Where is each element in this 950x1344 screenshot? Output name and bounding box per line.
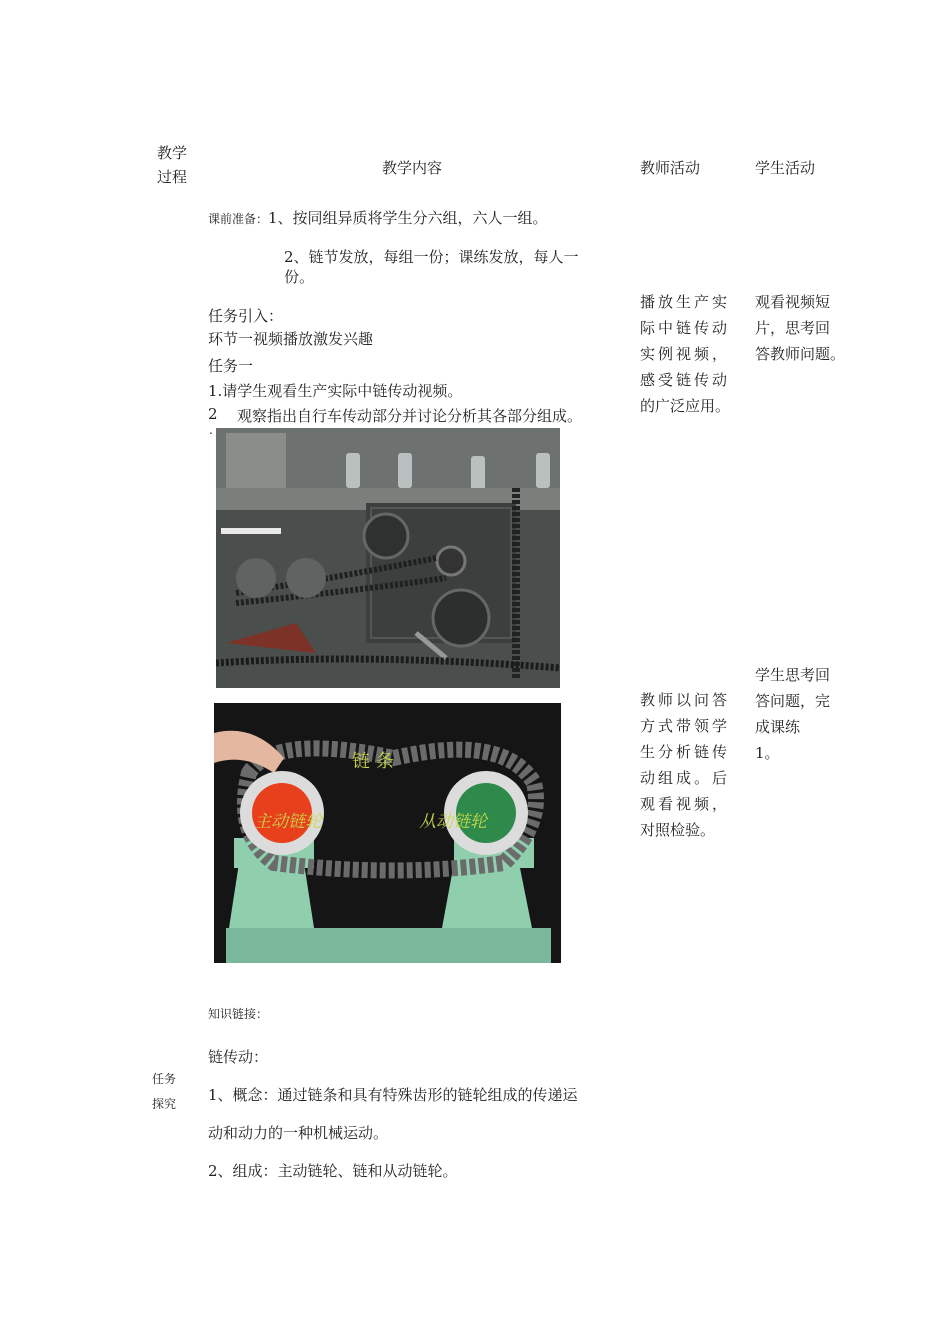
header-process-line2: 过程 — [157, 168, 188, 186]
student-activity-2-line: 答问题，完 — [755, 692, 831, 710]
teacher-activity-1-line: 际中链传动 — [640, 319, 731, 337]
machine-chain-photo — [216, 428, 560, 688]
section-task-line1: 任务 — [152, 1072, 177, 1086]
student-activity-1 — [755, 289, 845, 367]
section-task-line2: 探究 — [152, 1097, 177, 1111]
label-driving-sprocket: 主动链轮 — [254, 812, 322, 832]
intro-line1: 环节一视频播放激发兴趣 — [208, 330, 374, 348]
prep-label: 课前准备： — [208, 212, 269, 226]
student-activity-2 — [755, 662, 830, 766]
student-activity-1-line: 片，思考回 — [755, 319, 831, 337]
teacher-activity-2 — [640, 687, 730, 843]
prep-line2b: 份。 — [284, 268, 315, 286]
teacher-activity-1 — [640, 289, 730, 419]
student-activity-2-line: 1。 — [755, 744, 780, 762]
student-activity-2-line: 学生思考回 — [755, 666, 831, 684]
prep-text: 1、按同组异质将学生分六组，六人一组。 — [268, 209, 548, 227]
composition-line: 2、组成：主动链轮、链和从动链轮。 — [208, 1162, 458, 1180]
header-process-line1: 教学 — [157, 144, 188, 162]
task1-title: 任务一 — [208, 357, 254, 375]
chain-drive-model-photo — [214, 703, 561, 963]
header-student: 学生活动 — [755, 159, 816, 177]
teacher-activity-2-line: 对照检验。 — [640, 821, 716, 839]
student-activity-1-line: 观看视频短 — [755, 293, 831, 311]
teacher-activity-2-line: 观看视频， — [640, 795, 731, 813]
intro-title: 任务引入： — [208, 307, 284, 325]
teacher-activity-1-line: 实例视频， — [640, 345, 731, 363]
prep-line1 — [208, 207, 548, 228]
task1-item2-dot: . — [209, 423, 213, 437]
teacher-activity-2-line: 生分析链传 — [640, 743, 731, 761]
task1-item2: 观察指出自行车传动部分并讨论分析其各部分组成。 — [237, 407, 583, 425]
knowledge-title: 知识链接： — [208, 1007, 269, 1021]
teacher-activity-1-line: 感受链传动 — [640, 371, 731, 389]
label-chain: 链条 — [352, 751, 400, 772]
teacher-activity-1-line: 播放生产实 — [640, 293, 731, 311]
chain-drive-title: 链传动： — [208, 1048, 269, 1066]
task1-item1: 1.请学生观看生产实际中链传动视频。 — [208, 382, 463, 400]
header-content: 教学内容 — [382, 159, 443, 177]
teacher-activity-2-line: 教师以问答 — [640, 691, 731, 709]
concept-line1: 1、概念：通过链条和具有特殊齿形的链轮组成的传递运 — [208, 1086, 578, 1104]
teacher-activity-1-line: 的广泛应用。 — [640, 397, 731, 415]
header-teacher: 教师活动 — [640, 159, 701, 177]
concept-line2: 动和动力的一种机械运动。 — [208, 1124, 389, 1142]
label-driven-sprocket: 从动链轮 — [419, 812, 487, 832]
task1-item2-num: 2 — [208, 405, 218, 423]
teacher-activity-2-line: 动组成。后 — [640, 769, 731, 787]
student-activity-2-line: 成课练 — [755, 718, 801, 736]
teacher-activity-2-line: 方式带领学 — [640, 717, 731, 735]
prep-line2a: 2、链节发放，每组一份；课练发放，每人一 — [284, 248, 579, 266]
student-activity-1-line: 答教师问题。 — [755, 345, 846, 363]
